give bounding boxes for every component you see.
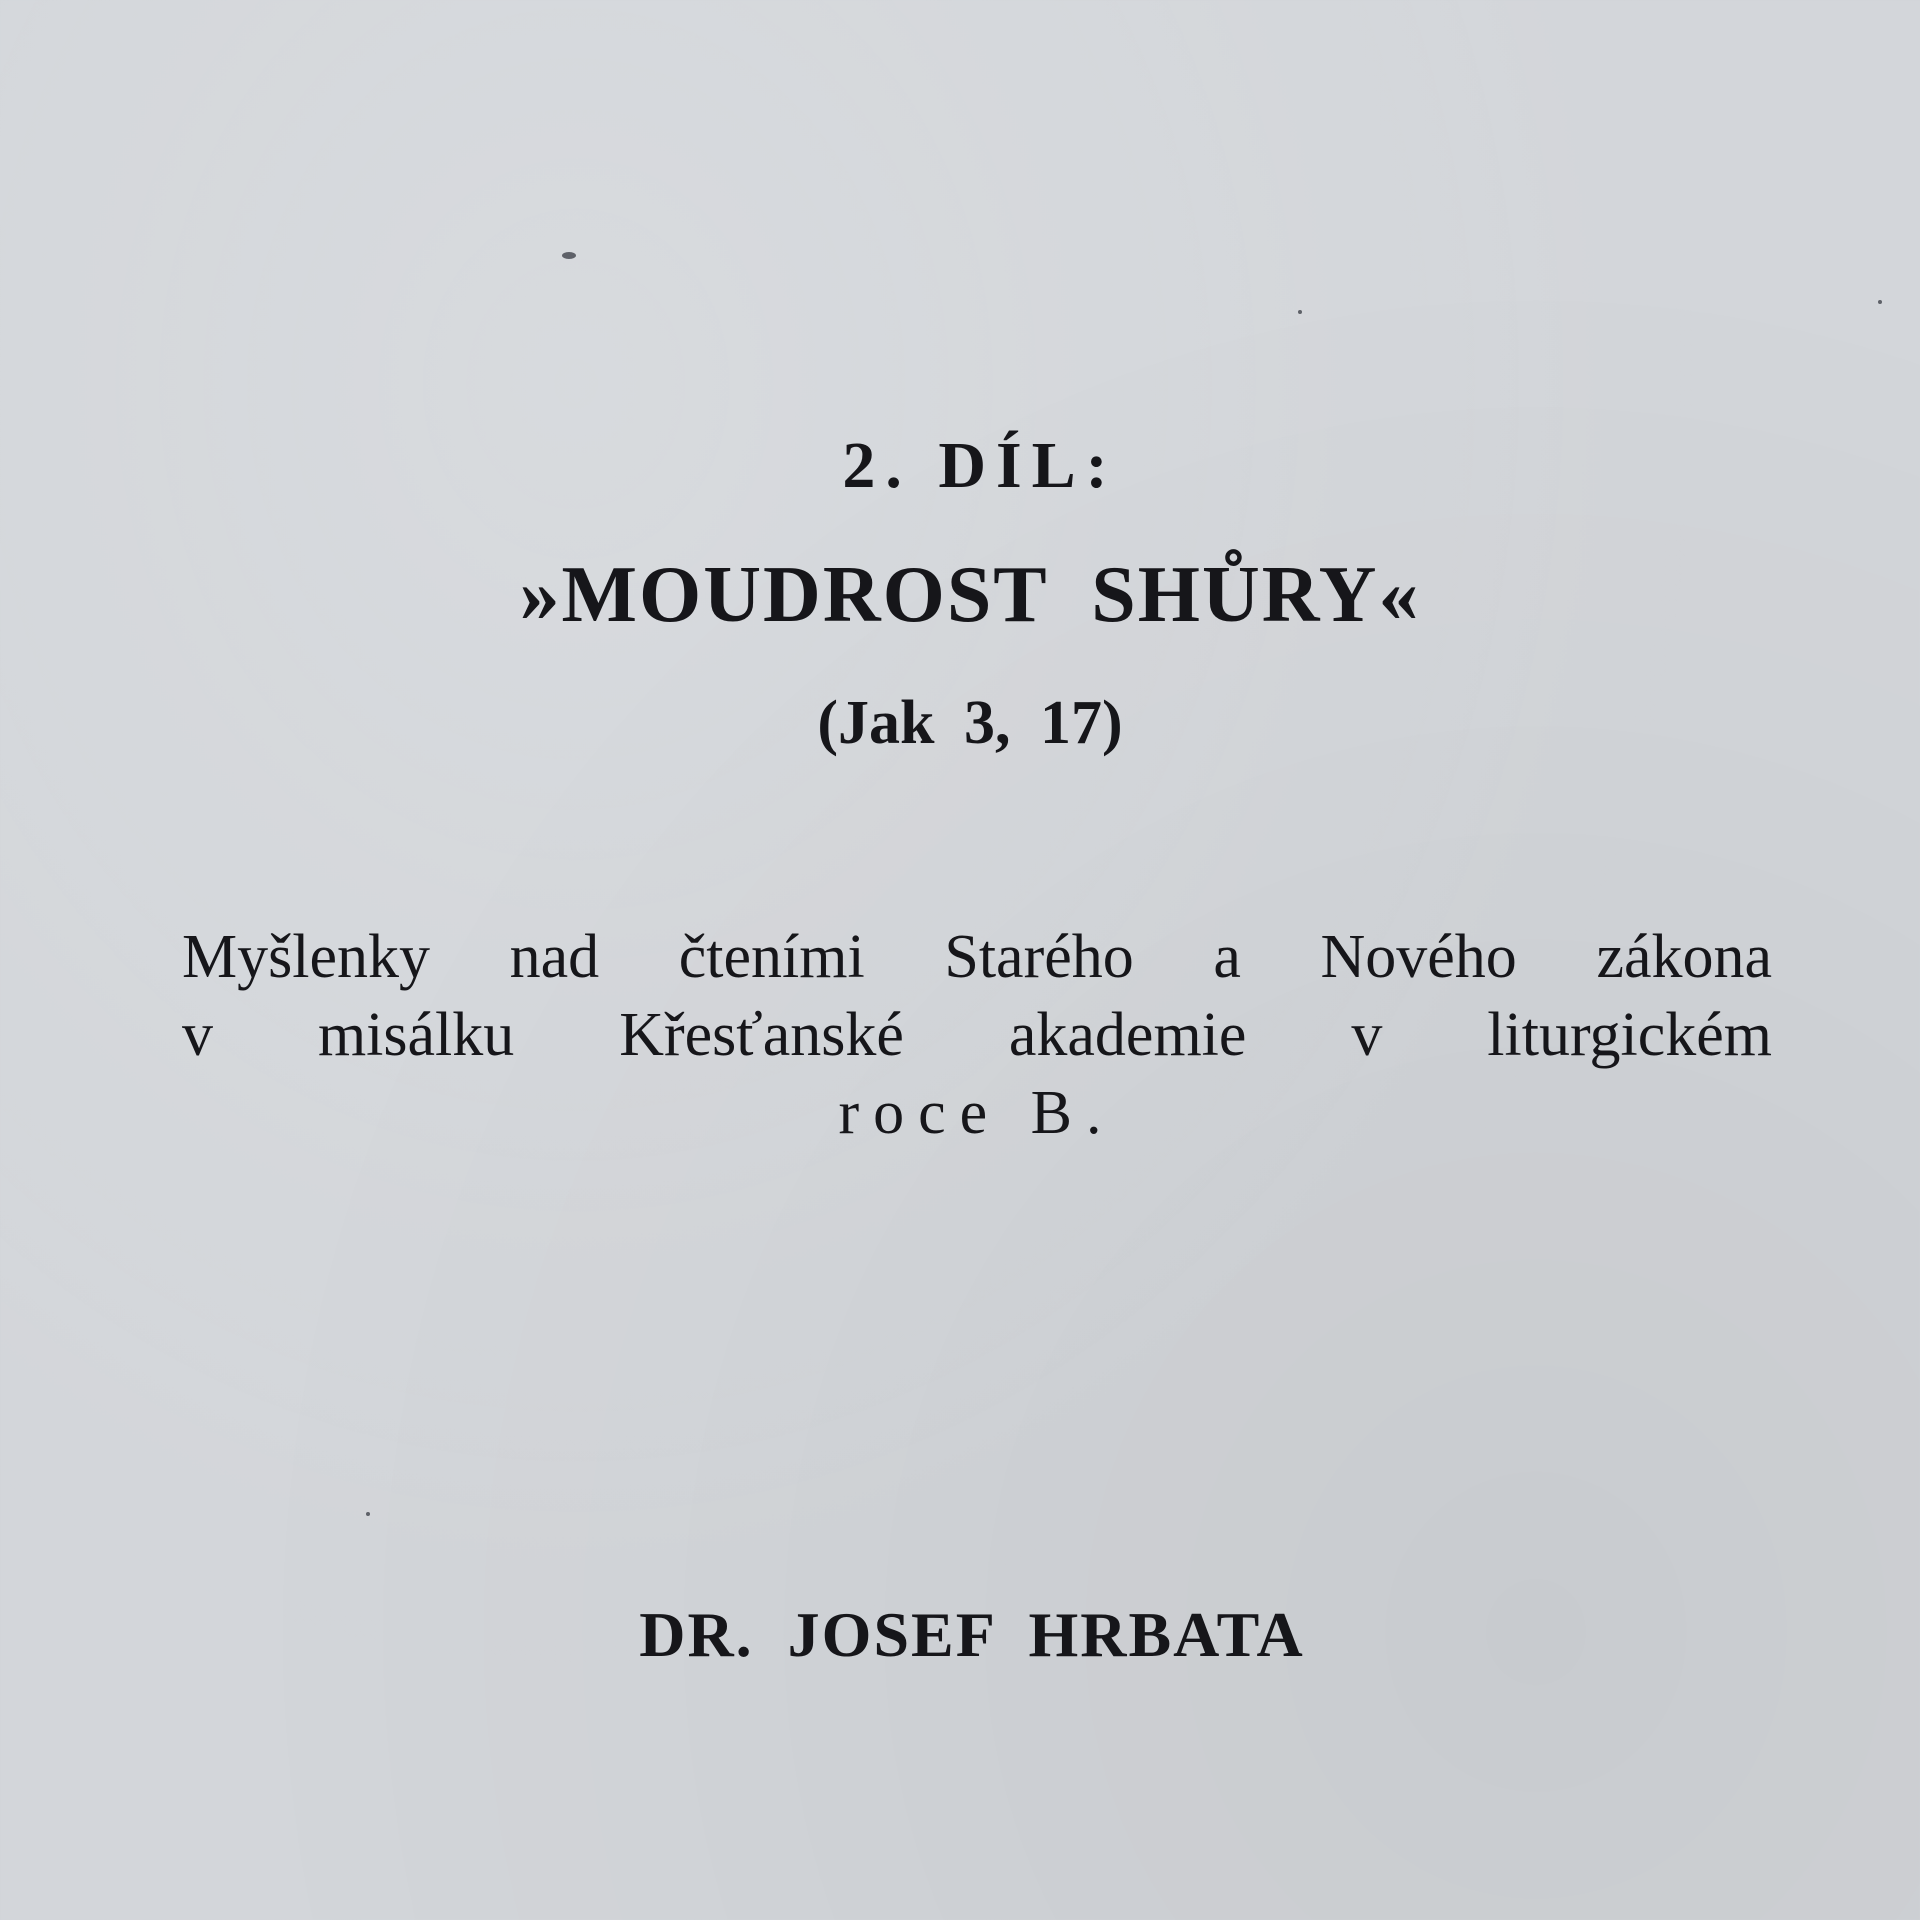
subtitle [182, 918, 1772, 1152]
author-name: DR. JOSEF HRBATA [639, 1599, 1305, 1670]
subtitle-line: roce B. [838, 1079, 1116, 1147]
subtitle-line: v misálku Křesťanské akademie v liturgickém [182, 1001, 1772, 1069]
subtitle-line: Myšlenky nad čteními Starého a Nového zákona [182, 923, 1772, 991]
part-label: 2. DÍL: [842, 429, 1118, 502]
paper-speck [562, 252, 576, 259]
paper-speck [366, 1512, 370, 1516]
bible-reference: (Jak 3, 17) [817, 689, 1123, 757]
book-title: »MOUDROST SHŮRY« [519, 551, 1421, 639]
paper-speck [1298, 310, 1302, 314]
paper-speck [1878, 300, 1882, 304]
